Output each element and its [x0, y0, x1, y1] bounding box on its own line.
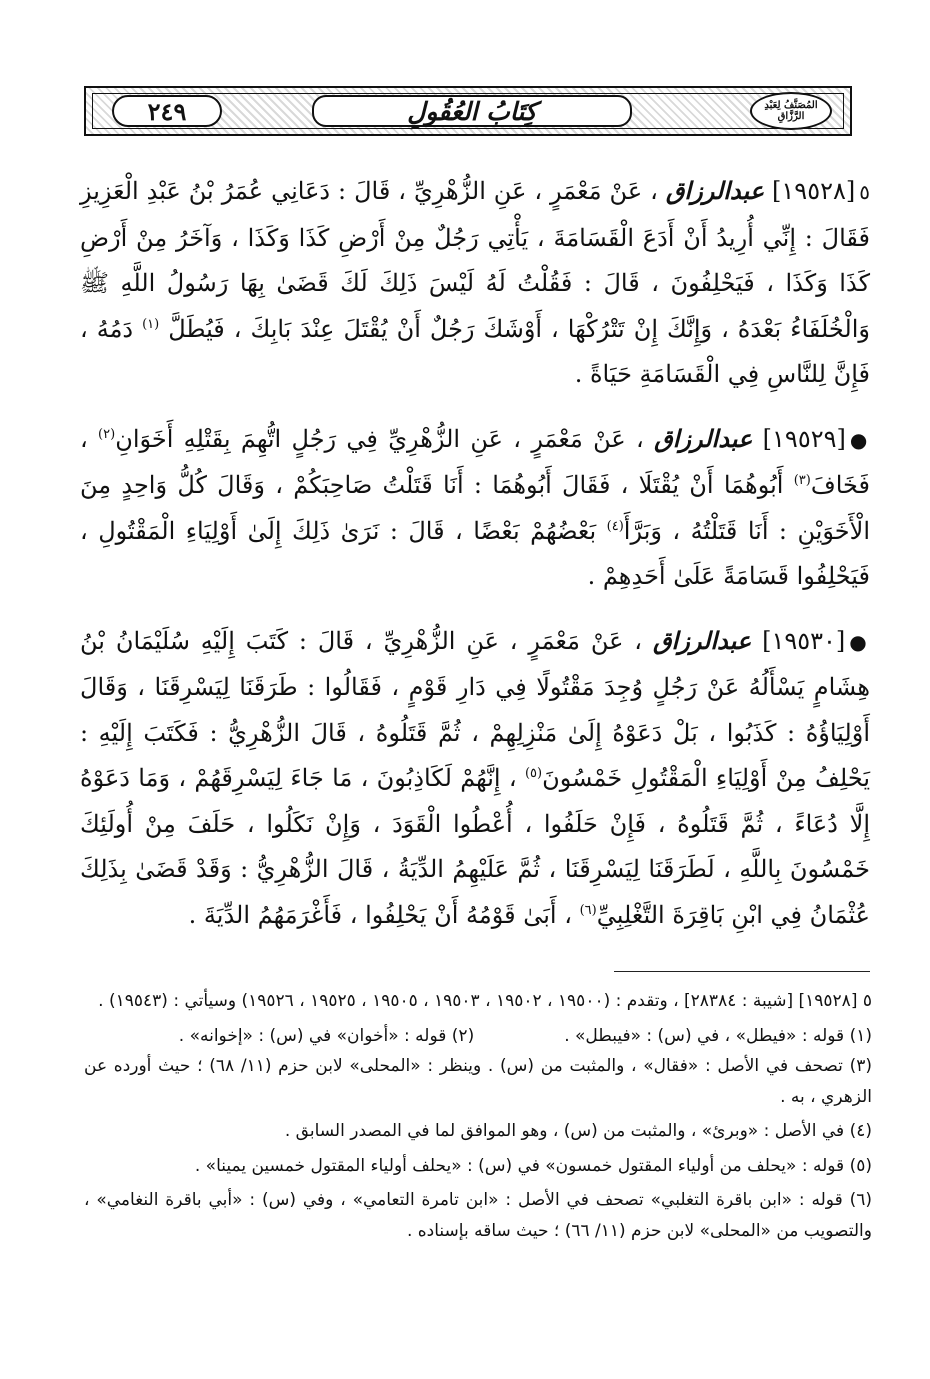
- footnote-4: (٤) في الأصل : «وبرئ» ، والمثبت من (س) ، وهو الموافق لما في المصدر السابق .: [284, 1121, 872, 1141]
- book-emblem: [750, 92, 832, 130]
- hadith-text-mid: ، إِنَّهُمْ لَكَاذِبُونَ ، مَا جَاءَ لِيَسْرِقَهُمْ ، وَمَا دَعَوْهُ إِلَّا دُعَاءً ، ثُمَّ قَتَلُوهُ ، فَإِنْ حَلَفُوا ، أُعْطُوا الْقَوَدَ ، وَإِنْ نَكَلُوا ، حَلَفَ مِنْ أُولَئِكَ خَمْسُونَ بِاللَّهِ ، لَطَرَقَنَا لِيَسْرِقَنَا ، ثُمَّ عَلَيْهِمُ الدِّيَةُ ، قَالَ الزُّهْرِيُّ : وَقَدْ قَضَىٰ بِذَلِكَ عُثْمَانُ فِي ابْنِ بَاقِرَةَ التَّغْلِبِيِّ: [80, 764, 870, 929]
- entry-mark: ●: [849, 629, 870, 654]
- hadith-text-end: دَمُهُ ، فَإِنَّ لِلنَّاسِ فِي الْقَسَامَةِ حَيَاةً .: [80, 314, 870, 388]
- book-emblem-text: المُصَنَّفُ لِعَبْدِ الرَّزَّاقِ: [764, 100, 818, 122]
- footnote-marker: (١): [142, 316, 160, 332]
- footnote-5: (٥) قوله : «يحلف من أولياء المقتول خمسون» في (س) : «يحلف أولياء المقتول خمسين يمينا» .: [194, 1155, 872, 1176]
- page-number-box: [112, 95, 222, 127]
- narrator-name: عبدالرزاق: [652, 625, 752, 655]
- hadith-number: [١٩٥٣٠]: [762, 626, 846, 655]
- footnote-marker: (٦): [579, 902, 597, 918]
- footnote-separator: [614, 971, 870, 972]
- hadith-number: [١٩٥٢٩]: [762, 424, 846, 453]
- footnote-marker: (٥): [524, 766, 543, 781]
- narrator-name: عبدالرزاق: [665, 176, 765, 205]
- hadith-text: ، عَنْ مَعْمَرٍ ، عَنِ الزُّهْرِيِّ فِي رَجُلٍ اتُّهِمَ بِقَتْلِهِ أَخَوَانِ: [115, 424, 644, 453]
- page-number: ٢٤٩: [147, 96, 187, 126]
- chapter-title: كِتَابُ العُقُولِ: [407, 96, 537, 126]
- hadith-text-mid2: أَبُوهُمَا أَنْ يُقْتَلَا ، فَقَالَ أَبُوهُمَا : أَنَا قَتَلْتُ صَاحِبَكُمْ ، وَقَالَ كُلُّ وَاحِدٍ مِنَ الْأَخَوَيْنِ : أَنَا قَتَلْتُهُ ، وَبَرَّأَ: [80, 471, 871, 545]
- footnote-row: [84, 1021, 872, 1052]
- footnote-marker: (٢): [98, 426, 116, 442]
- hadith-entry: [80, 168, 870, 398]
- footnote-source: ٥ [١٩٥٢٨] [شيبة : ٢٨٣٨٤] ، وتقدم : (١٩٥٠٠ ، ١٩٥٠٢ ، ١٩٥٠٣ ، ١٩٥٠٥ ، ١٩٥٢٥ ، ١٩٥٢٦) وسيأتي : (١٩٥٤٣) .: [98, 991, 872, 1011]
- hadith-text-end: بَعْضُهُمْ بَعْضًا ، قَالَ : نَرَىٰ ذَلِكَ إِلَىٰ أَوْلِيَاءِ الْمَقْتُولِ ، فَيَحْلِفُوا قَسَامَةً عَلَىٰ أَحَدِهِمْ .: [80, 516, 870, 590]
- entry-mark: ●: [849, 427, 870, 452]
- hadith-text: ، عَنْ مَعْمَرٍ ، عَنِ الزُّهْرِيِّ ، قَالَ : كَتَبَ إِلَيْهِ سُلَيْمَانُ بْنُ هِشَامٍ يَسْأَلُهُ عَنْ رَجُلٍ وُجِدَ مَقْتُولًا فِي دَارِ قَوْمٍ ، فَقَالُوا : طَرَقَنَا لِيَسْرِقَنَا ، وَقَالَ أَوْلِيَاؤُهُ : كَذَبُوا ، بَلْ دَعَوْهُ إِلَىٰ مَنْزِلِهِمْ ، ثُمَّ قَتَلُوهُ ، قَالَ الزُّهْرِيُّ : فَكَتَبَ إِلَيْهِ : يَحْلِفُ مِنْ أَوْلِيَاءِ الْمَقْتُولِ خَمْسُونَ: [80, 626, 871, 792]
- hadith-text-mid: ، فَخَافَ: [80, 424, 870, 499]
- hadith-number: [١٩٥٢٨]: [772, 177, 856, 205]
- entry-mark: ٥: [859, 180, 870, 204]
- footnote-marker: (٣): [793, 473, 811, 488]
- footnote-2: (٢) قوله : «أخوان» في (س) : «إخوانه» .: [178, 1025, 475, 1046]
- footnote-6: (٦) قوله : «ابن باقرة التغلبي» تصحف في الأصل : «ابن تامرة التعامي» ، وفي (س) : «أبي باقرة النغامي» ، والتصويب من «المحلى» لابن حزم (١١/ ٦٦) ؛ حيث ساقه بإسناده .: [84, 1190, 872, 1241]
- footnote-1: (١) قوله : «فيطل» ، في (س) : «فيبطل» .: [564, 1025, 872, 1046]
- footnote-marker: (٤): [606, 518, 624, 534]
- chapter-title-box: [312, 95, 632, 127]
- page-header: [84, 86, 852, 136]
- hadith-entry: [80, 416, 870, 600]
- hadith-entry: [80, 618, 870, 939]
- hadith-text-end: ، أَبَىٰ قَوْمُهُ أَنْ يَحْلِفُوا ، فَأَغْرَمَهُمُ الدِّيَةَ .: [188, 900, 572, 929]
- hadith-text: ، عَنْ مَعْمَرٍ ، عَنِ الزُّهْرِيِّ ، قَالَ : دَعَانِي عُمَرُ بْنُ عَبْدِ الْعَزِيزِ فَقَالَ : إِنِّي أُرِيدُ أَنْ أَدَعَ الْقَسَامَةَ ، يَأْتِي رَجُلٌ مِنْ أَرْضِ كَذَا وَكَذَا ، وَآخَرُ مِنْ أَرْضِ كَذَا وَكَذَا ، فَيَحْلِفُونَ ، قَالَ : فَقُلْتُ لَهُ لَيْسَ ذَلِكَ لَكَ قَضَىٰ بِهَا رَسُولُ اللَّهِ ﷺ وَالْخُلَفَاءُ بَعْدَهُ ، وَإِنَّكَ إِنْ تَتْرُكْهَا ، أَوْشَكَ رَجُلٌ أَنْ يُقْتَلَ عِنْدَ بَابِكَ ، فَيُطَلَّ: [80, 177, 871, 343]
- narrator-name: عبدالرزاق: [654, 423, 753, 453]
- hadith-text-body: [80, 168, 870, 956]
- footnote-3: (٣) تصحف في الأصل : «فقال» ، والمثبت من (س) . وينظر : «المحلى» لابن حزم (١١/ ٦٨) ؛ حيث أورده عن الزهري ، به .: [84, 1056, 873, 1107]
- footnotes: [84, 986, 872, 1250]
